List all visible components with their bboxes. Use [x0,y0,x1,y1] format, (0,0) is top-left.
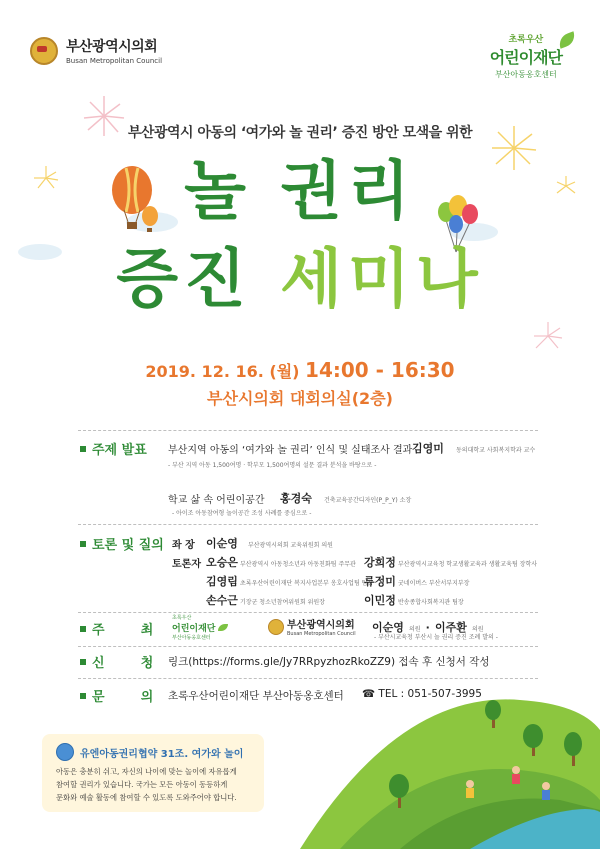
host-person-2: 이주환 [434,621,467,634]
panelist-affiliation: 부산광역시교육청 학교생활교육과 생활교육팀 장학사 [398,561,538,568]
chair-name: 이순영 [206,537,238,550]
event-venue: 부산시의회 대회의실(2층) [207,389,393,408]
firework-icon [534,322,562,348]
section-divider [78,678,538,679]
panelist-affiliation: 초록우산어린이재단 복지사업본부 옹호사업팀 팀장 [240,580,374,587]
contact-tel: ☎ TEL : 051-507-3995 [362,688,482,700]
host-person-1: 이순영 [372,621,404,634]
apply-label-text: 신 청 [92,656,154,671]
panelist-name: 이민정 [364,594,396,607]
title-line-2a: 증진 [116,243,252,317]
convention-line-3: 문화와 예술 활동에 참여할 수 있도록 도와주어야 합니다. [56,793,237,802]
talk1-title: 부산지역 아동의 ‘여가와 놀 권리’ 인식 및 실태조사 결과 [168,445,413,456]
chair-affiliation: 부산광역시의회 교육위원회 의원 [248,542,333,549]
section-divider [78,430,538,431]
un-emblem-icon [56,743,74,761]
panelist-affiliation: 굿네이버스 부산서부지부장 [398,580,470,587]
section-divider [78,612,538,613]
contact-label-text: 문 의 [92,690,154,705]
convention-line-1: 아동은 충분히 쉬고, 자신의 나이에 맞는 놀이에 자유롭게 [56,767,237,776]
panelist-name: 강희정 [364,556,396,569]
host-logo2-name: 부산광역시의회 [287,620,355,631]
bullet-square-icon [80,693,86,699]
host-label-text: 주 최 [92,623,154,638]
host-label [80,619,153,638]
talk2-note: - 아이조 아동참여형 놀이공간 조성 사례를 중심으로 - [172,510,312,517]
contact-org: 초록우산어린이재단 부산아동옹호센터 [168,690,344,702]
bullet-square-icon [80,626,86,632]
title-line-2 [0,243,600,317]
panelist-name: 김영림 [206,575,238,588]
council-name-en: Busan Metropolitan Council [66,57,163,65]
convention-title-text: 유엔아동권리협약 31조. 여가와 놀이 [80,748,244,760]
host-separator: · [425,621,430,634]
host-person-1-role: 의원 [408,626,421,633]
host-person-2-role: 의원 [471,626,484,633]
convention-body [56,765,260,804]
talk2-speaker: 홍경숙 [280,492,312,505]
discussion-label [80,534,164,553]
host-logo1-small: 초록우산 [172,615,192,621]
convention-title [56,743,243,761]
host-logo1-sub: 부산아동옹호센터 [172,635,211,641]
busan-council-logo [30,36,162,65]
bullet-square-icon [80,446,86,452]
host-note: - 부산시교육청 부산시 놀 권리 증진 조례 발의 - [374,634,498,641]
panelist-affiliation: 기장군 청소년참여위원회 위원장 [240,599,325,606]
panelist-name: 오승은 [206,556,238,569]
bullet-square-icon [80,541,86,547]
bullet-square-icon [80,659,86,665]
council-seal-icon [30,37,58,65]
chair-role: 좌 장 [172,540,195,551]
discussion-label-text: 토론 및 질의 [92,538,164,553]
panelist-name: 손수근 [206,594,238,607]
host-logo-council [268,616,356,637]
talk1-note: - 부산 지역 아동 1,500여명 · 학부모 1,500여명의 설문 결과 분석을 바탕으로 - [168,462,377,469]
event-date: 2019. 12. 16. (월) [145,362,300,381]
childfund-logo [490,32,562,80]
council-seal-icon [268,619,284,635]
talk2-affiliation: 건축교육공간디자인(P_P_Y) 소장 [324,497,412,504]
panelist-affiliation: 반송종합사회복지관 팀장 [398,599,464,606]
panelist-affiliation: 부산광역시 아동청소년과 아동친화팀 주무관 [240,561,356,568]
foundation-small-label: 초록우산 [508,35,544,45]
hills-landscape [300,699,600,849]
event-subtitle: 부산광역시 아동의 ‘여가와 놀 권리’ 증진 방안 모색을 위한 [127,125,473,141]
host-logo1-name: 어린이재단 [172,624,216,634]
event-datetime [0,358,600,382]
council-name-ko: 부산광역시의회 [66,39,158,55]
talk1-speaker: 김영미 [412,442,444,455]
panel-role: 토론자 [172,559,201,570]
foundation-name: 어린이재단 [489,48,562,67]
panelist-name: 류정미 [364,575,396,588]
apply-label [80,652,153,671]
talk1-affiliation: 동의대학교 사회복지학과 교수 [456,447,536,454]
contact-label [80,686,153,705]
talk2-title: 학교 삶 속 어린이공간 [168,495,265,506]
event-time: 14:00 - 16:30 [305,358,455,382]
title-line-1: 놀 권리 [184,155,416,229]
convention-line-2: 참여할 권리가 있습니다. 국가는 모든 아동이 동등하게 [56,780,228,789]
apply-link-text[interactable]: 링크(https://forms.gle/Jy7RRpyzhozRkoZZ9) 접속 후 신청서 작성 [168,656,490,668]
presentation-label-text: 주제 발표 [92,443,147,458]
section-divider [78,646,538,647]
host-logo2-en: Busan Metropolitan Council [287,631,356,637]
title-line-2b: 세미나 [280,243,484,317]
host-logo-childfund [172,614,228,641]
foundation-sub-label: 부산아동옹호센터 [494,70,557,79]
presentation-label [80,439,147,458]
section-divider [78,524,538,525]
umbrella-leaf-icon [218,624,228,631]
